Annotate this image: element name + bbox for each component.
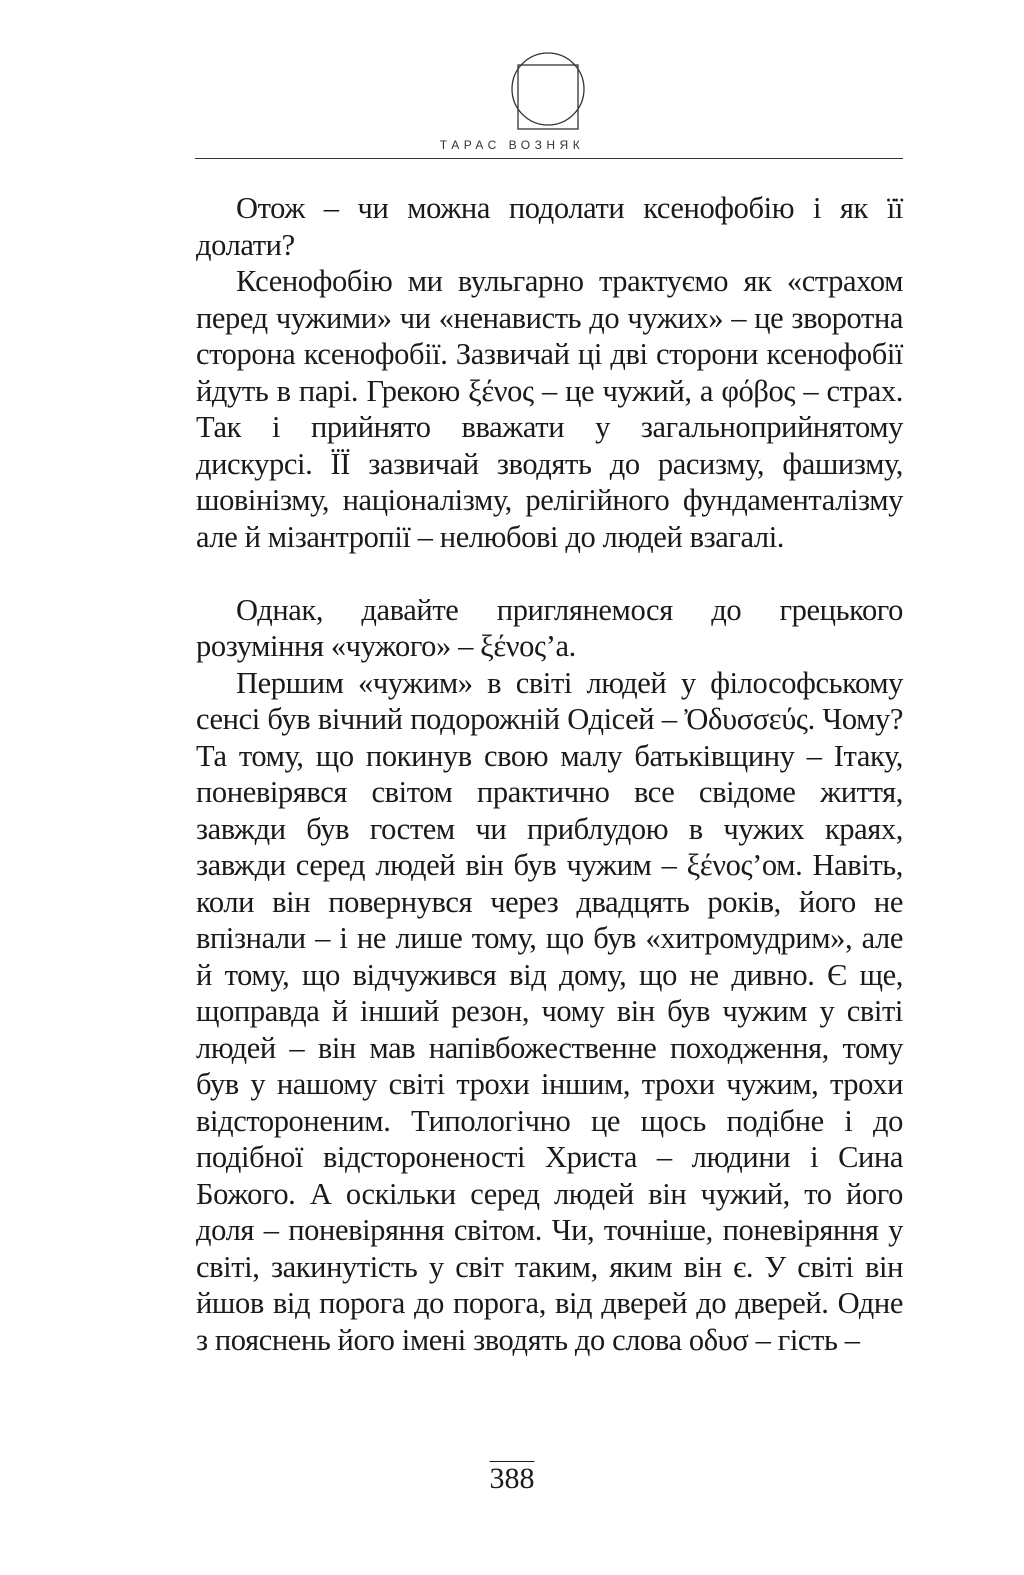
page-number [0, 1462, 1024, 1496]
paragraph: Першим «чужим» в світі людей у філософському сенсі був вічний подорожній Одісей – Ὀδυσσεύς. Чому? Та тому, що покинув свою малу батьківщину – Ітаку, поневірявся світом практично все свідоме життя, завжди був гостем чи приблудою в чужих краях, завжди серед людей він був чужим – ξένος’ом. Навіть, коли він повернувся через двадцять років, його не впізнали – і не лише тому, що був «хитромудрим», але й тому, що відчужився від дому, що не дивно. Є ще, щоправда й інший резон, чому він був чужим у світі людей – він мав напівбожественне походження, тому був у нашому світі трохи іншим, трохи чужим, трохи відстороненим. Типологічно це щось подібне і до подібної відстороненості Христа – людини і Сина Божого. А оскільки серед людей він чужий, то його доля – поневіряння світом. Чи, точніше, поневіряння у світі, закинутість у світ таким, яким він є. У світі він йшов від порога до порога, від дверей до дверей. Одне з пояснень його імені зводять до слова οδυσ – гість – [196, 665, 903, 1357]
page-number-value: 388 [489, 1462, 535, 1495]
paragraph: Отож – чи можна подолати ксенофобію і як її долати? [196, 191, 903, 262]
header-rule [195, 158, 903, 159]
publisher-logo-icon [510, 47, 586, 131]
paragraph: Однак, давайте приглянемося до грецького розуміння «чужого» – ξένος’а. [196, 592, 903, 663]
paragraph: Ксенофобію ми вульгарно трактуємо як «страхом перед чужими» чи «ненависть до чужих» – це зворотна сторона ксенофобії. Зазвичай ці дві сторони ксенофобії йдуть в парі. Грекою ξένος – це чужий, а φόβος – страх. Так і прийнято вважати у загальноприйнятому дискурсі. ЇЇ зазвичай зводять до расизму, фашизму, шовінізму, націоналізму, релігійного фундаменталізму але й мізантропії – нелюбові до людей взагалі. [196, 264, 903, 554]
running-head-author: ТАРАС ВОЗНЯК [439, 138, 585, 152]
body-text [196, 190, 903, 1358]
